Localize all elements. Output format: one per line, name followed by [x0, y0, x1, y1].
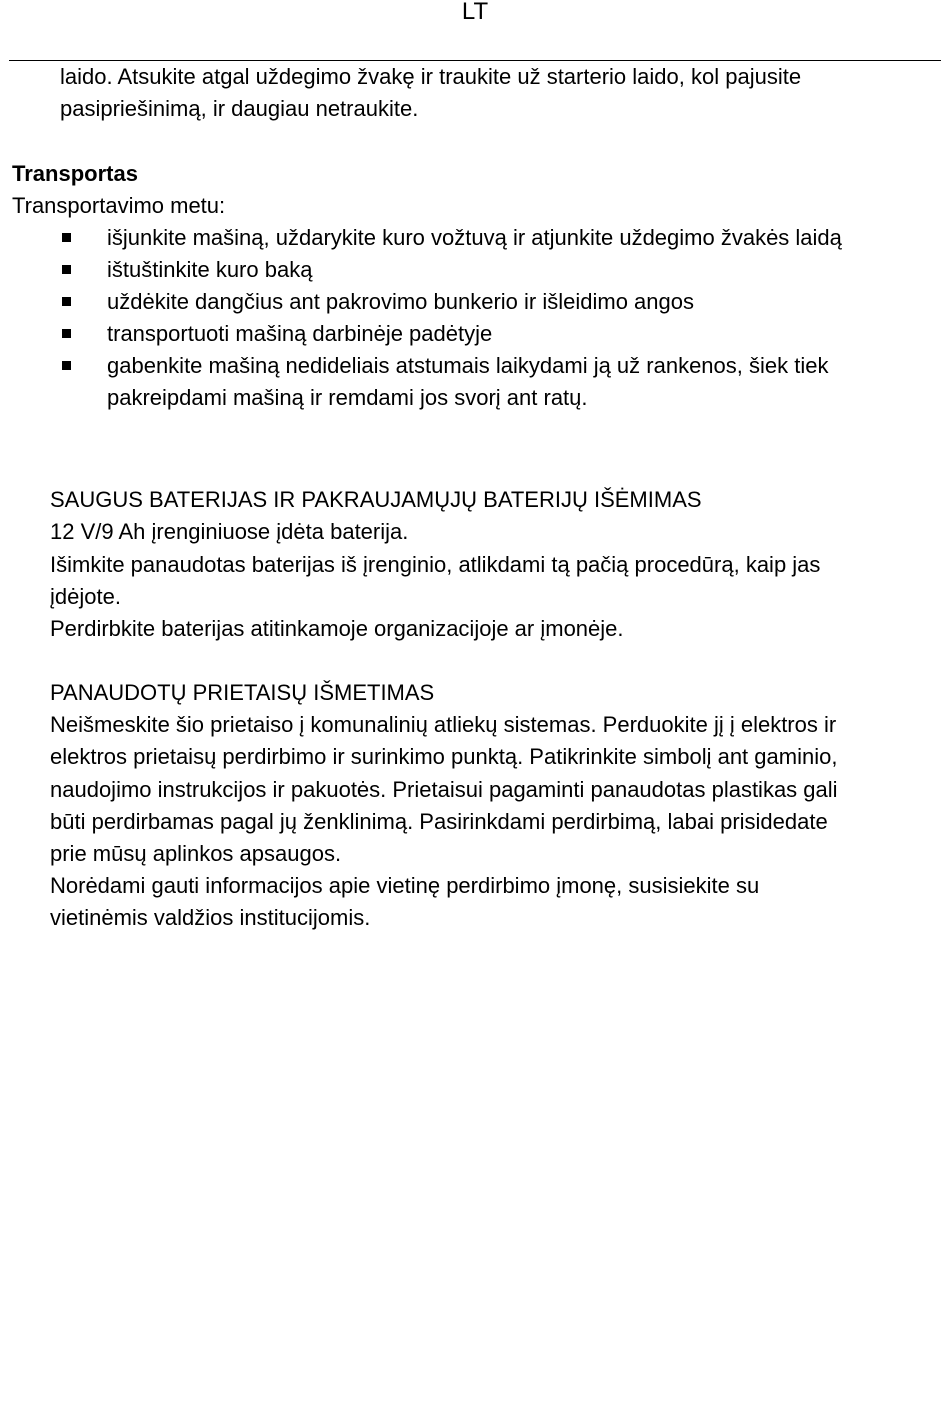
batteries-title: SAUGUS BATERIJAS IR PAKRAUJAMŲJŲ BATERIJŲ IŠĖMIMAS [50, 487, 702, 512]
intro-line: laido. Atsukite atgal uždegimo žvakę ir traukite už starterio laido, kol pajusite [60, 64, 802, 89]
bullet-square-icon [62, 329, 71, 338]
list-item-text: gabenkite mašiną nedideliais atstumais laikydami ją už rankenos, šiek tiek [107, 353, 829, 378]
disposal-line: Neišmeskite šio prietaiso į komunalinių atliekų sistemas. Perduokite jį į elektros ir [50, 712, 837, 737]
bullet-square-icon [62, 297, 71, 306]
disposal-line: vietinėmis valdžios institucijomis. [50, 905, 371, 930]
language-code: LT [461, 0, 489, 25]
list-item-text: išjunkite mašiną, uždarykite kuro vožtuvą ir atjunkite uždegimo žvakės laidą [107, 225, 842, 250]
batteries-line: Išimkite panaudotas baterijas iš įrenginio, atlikdami tą pačią procedūrą, kaip jas [50, 552, 821, 577]
batteries-line: Perdirbkite baterijas atitinkamoje organizacijoje ar įmonėje. [50, 616, 624, 641]
disposal-line: būti perdirbamas pagal jų ženklinimą. Pasirinkdami perdirbimą, labai prisidedate [50, 809, 828, 834]
bullet-square-icon [62, 233, 71, 242]
disposal-line: naudojimo instrukcijos ir pakuotės. Prietaisui pagaminti panaudotas plastikas gali [50, 777, 838, 802]
transport-subtitle: Transportavimo metu: [12, 193, 226, 218]
disposal-line: elektros prietaisų perdirbimo ir surinkimo punktą. Patikrinkite simbolį ant gaminio, [50, 744, 838, 769]
disposal-line: prie mūsų aplinkos apsaugos. [50, 841, 342, 866]
batteries-line: įdėjote. [50, 584, 121, 609]
list-item-text: uždėkite dangčius ant pakrovimo bunkerio ir išleidimo angos [107, 289, 694, 314]
bullet-square-icon [62, 265, 71, 274]
disposal-title: PANAUDOTŲ PRIETAISŲ IŠMETIMAS [50, 680, 435, 705]
disposal-line: Norėdami gauti informacijos apie vietinę perdirbimo įmonę, susisiekite su [50, 873, 760, 898]
intro-line: pasipriešinimą, ir daugiau netraukite. [60, 96, 419, 121]
list-item-text: pakreipdami mašiną ir remdami jos svorį ant ratų. [107, 385, 588, 410]
list-item-text: ištuštinkite kuro baką [107, 257, 313, 282]
list-item-text: transportuoti mašiną darbinėje padėtyje [107, 321, 493, 346]
batteries-line: 12 V/9 Ah įrenginiuose įdėta baterija. [50, 519, 409, 544]
transport-title: Transportas [12, 161, 138, 186]
bullet-square-icon [62, 361, 71, 370]
